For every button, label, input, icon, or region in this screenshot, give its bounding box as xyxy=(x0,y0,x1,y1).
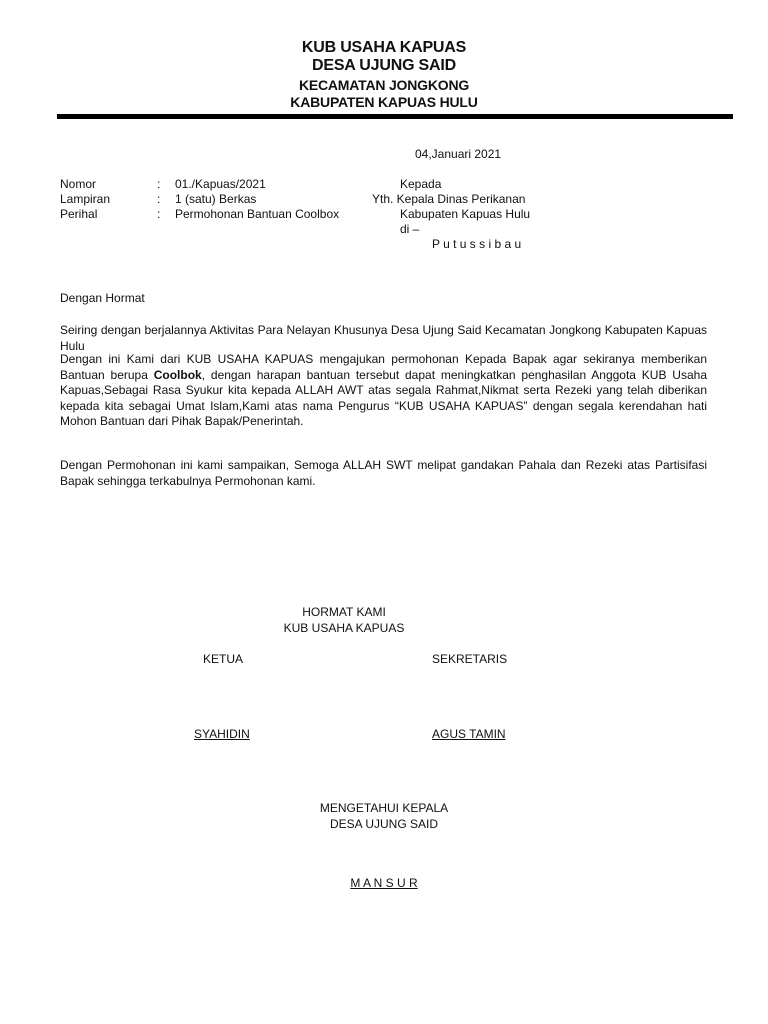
role-ketua: KETUA xyxy=(203,652,244,666)
meta-value-perihal: Permohonan Bantuan Coolbox xyxy=(175,207,340,221)
body-paragraph-1: Seiring dengan berjalannya Aktivitas Para Nelayan Khusunya Desa Ujung Said Kecamatan Jongkong Kabupaten Kapuas Hulu xyxy=(60,323,707,353)
recipient-di: di – xyxy=(400,222,420,236)
closing-line: HORMAT KAMI xyxy=(302,605,386,619)
recipient-city: P u t u s s i b a u xyxy=(432,237,522,251)
meta-colon: : xyxy=(157,177,161,191)
recipient-title: Yth. Kepala Dinas Perikanan xyxy=(372,192,526,206)
closing-org: KUB USAHA KAPUAS xyxy=(283,621,405,635)
meta-label-perihal: Perihal xyxy=(60,207,98,221)
meta-label-lampiran: Lampiran xyxy=(60,192,111,206)
letterhead-village: DESA UJUNG SAID xyxy=(312,57,456,74)
name-ketua: SYAHIDIN xyxy=(194,727,250,741)
meta-label-nomor: Nomor xyxy=(60,177,97,191)
greeting: Dengan Hormat xyxy=(60,291,145,305)
letterhead-divider xyxy=(57,114,733,119)
letterhead-district: KECAMATAN JONGKONG xyxy=(298,77,470,93)
meta-colon: : xyxy=(157,192,161,206)
letter-date: 04,Januari 2021 xyxy=(415,147,502,161)
letterhead-regency: KABUPATEN KAPUAS HULU xyxy=(290,94,478,110)
approval-name: M A N S U R xyxy=(350,876,418,890)
role-sekretaris: SEKRETARIS xyxy=(432,652,508,666)
recipient-kepada: Kepada xyxy=(400,177,442,191)
meta-value-nomor: 01./Kapuas/2021 xyxy=(175,177,266,191)
body-paragraph-2 xyxy=(60,352,707,430)
approval-line-1: MENGETAHUI KEPALA xyxy=(319,801,449,815)
recipient-regency: Kabupaten Kapuas Hulu xyxy=(400,207,531,221)
meta-value-lampiran: 1 (satu) Berkas xyxy=(175,192,257,206)
letterhead-org: KUB USAHA KAPUAS xyxy=(301,39,467,56)
body-paragraph-2-start: Dengan ini Kami dari KUB USAHA KAPUAS mengajukan permohonan Kepada Bapak agar sekiranya memberikan Bantuan berupa xyxy=(60,352,707,382)
body-paragraph-2-end: , dengan harapan bantuan tersebut dapat meningkatkan penghasilan Anggota KUB Usaha Kapuas,Sebagai Rasa Syukur kita kepada ALLAH AWT atas segala Rahmat,Nikmat serta Rezeki yang telah diberikan kepada kita sebagai Umat Islam,Kami atas nama Pengurus “KUB USAHA KAPUAS” dengan segala kerendahan hati Mohon Bantuan dari Pihak Bapak/Penerintah. xyxy=(60,367,707,428)
item-coolbox: Coolbok xyxy=(153,367,202,382)
body-paragraph-3: Dengan Permohonan ini kami sampaikan, Semoga ALLAH SWT melipat gandakan Pahala dan Rezeki atas Partisifasi Bapak sehingga terkabulnya Permohonan kami. xyxy=(60,458,707,488)
meta-colon: : xyxy=(157,207,161,221)
name-sekretaris: AGUS TAMIN xyxy=(432,727,506,741)
approval-line-2: DESA UJUNG SAID xyxy=(329,817,439,831)
